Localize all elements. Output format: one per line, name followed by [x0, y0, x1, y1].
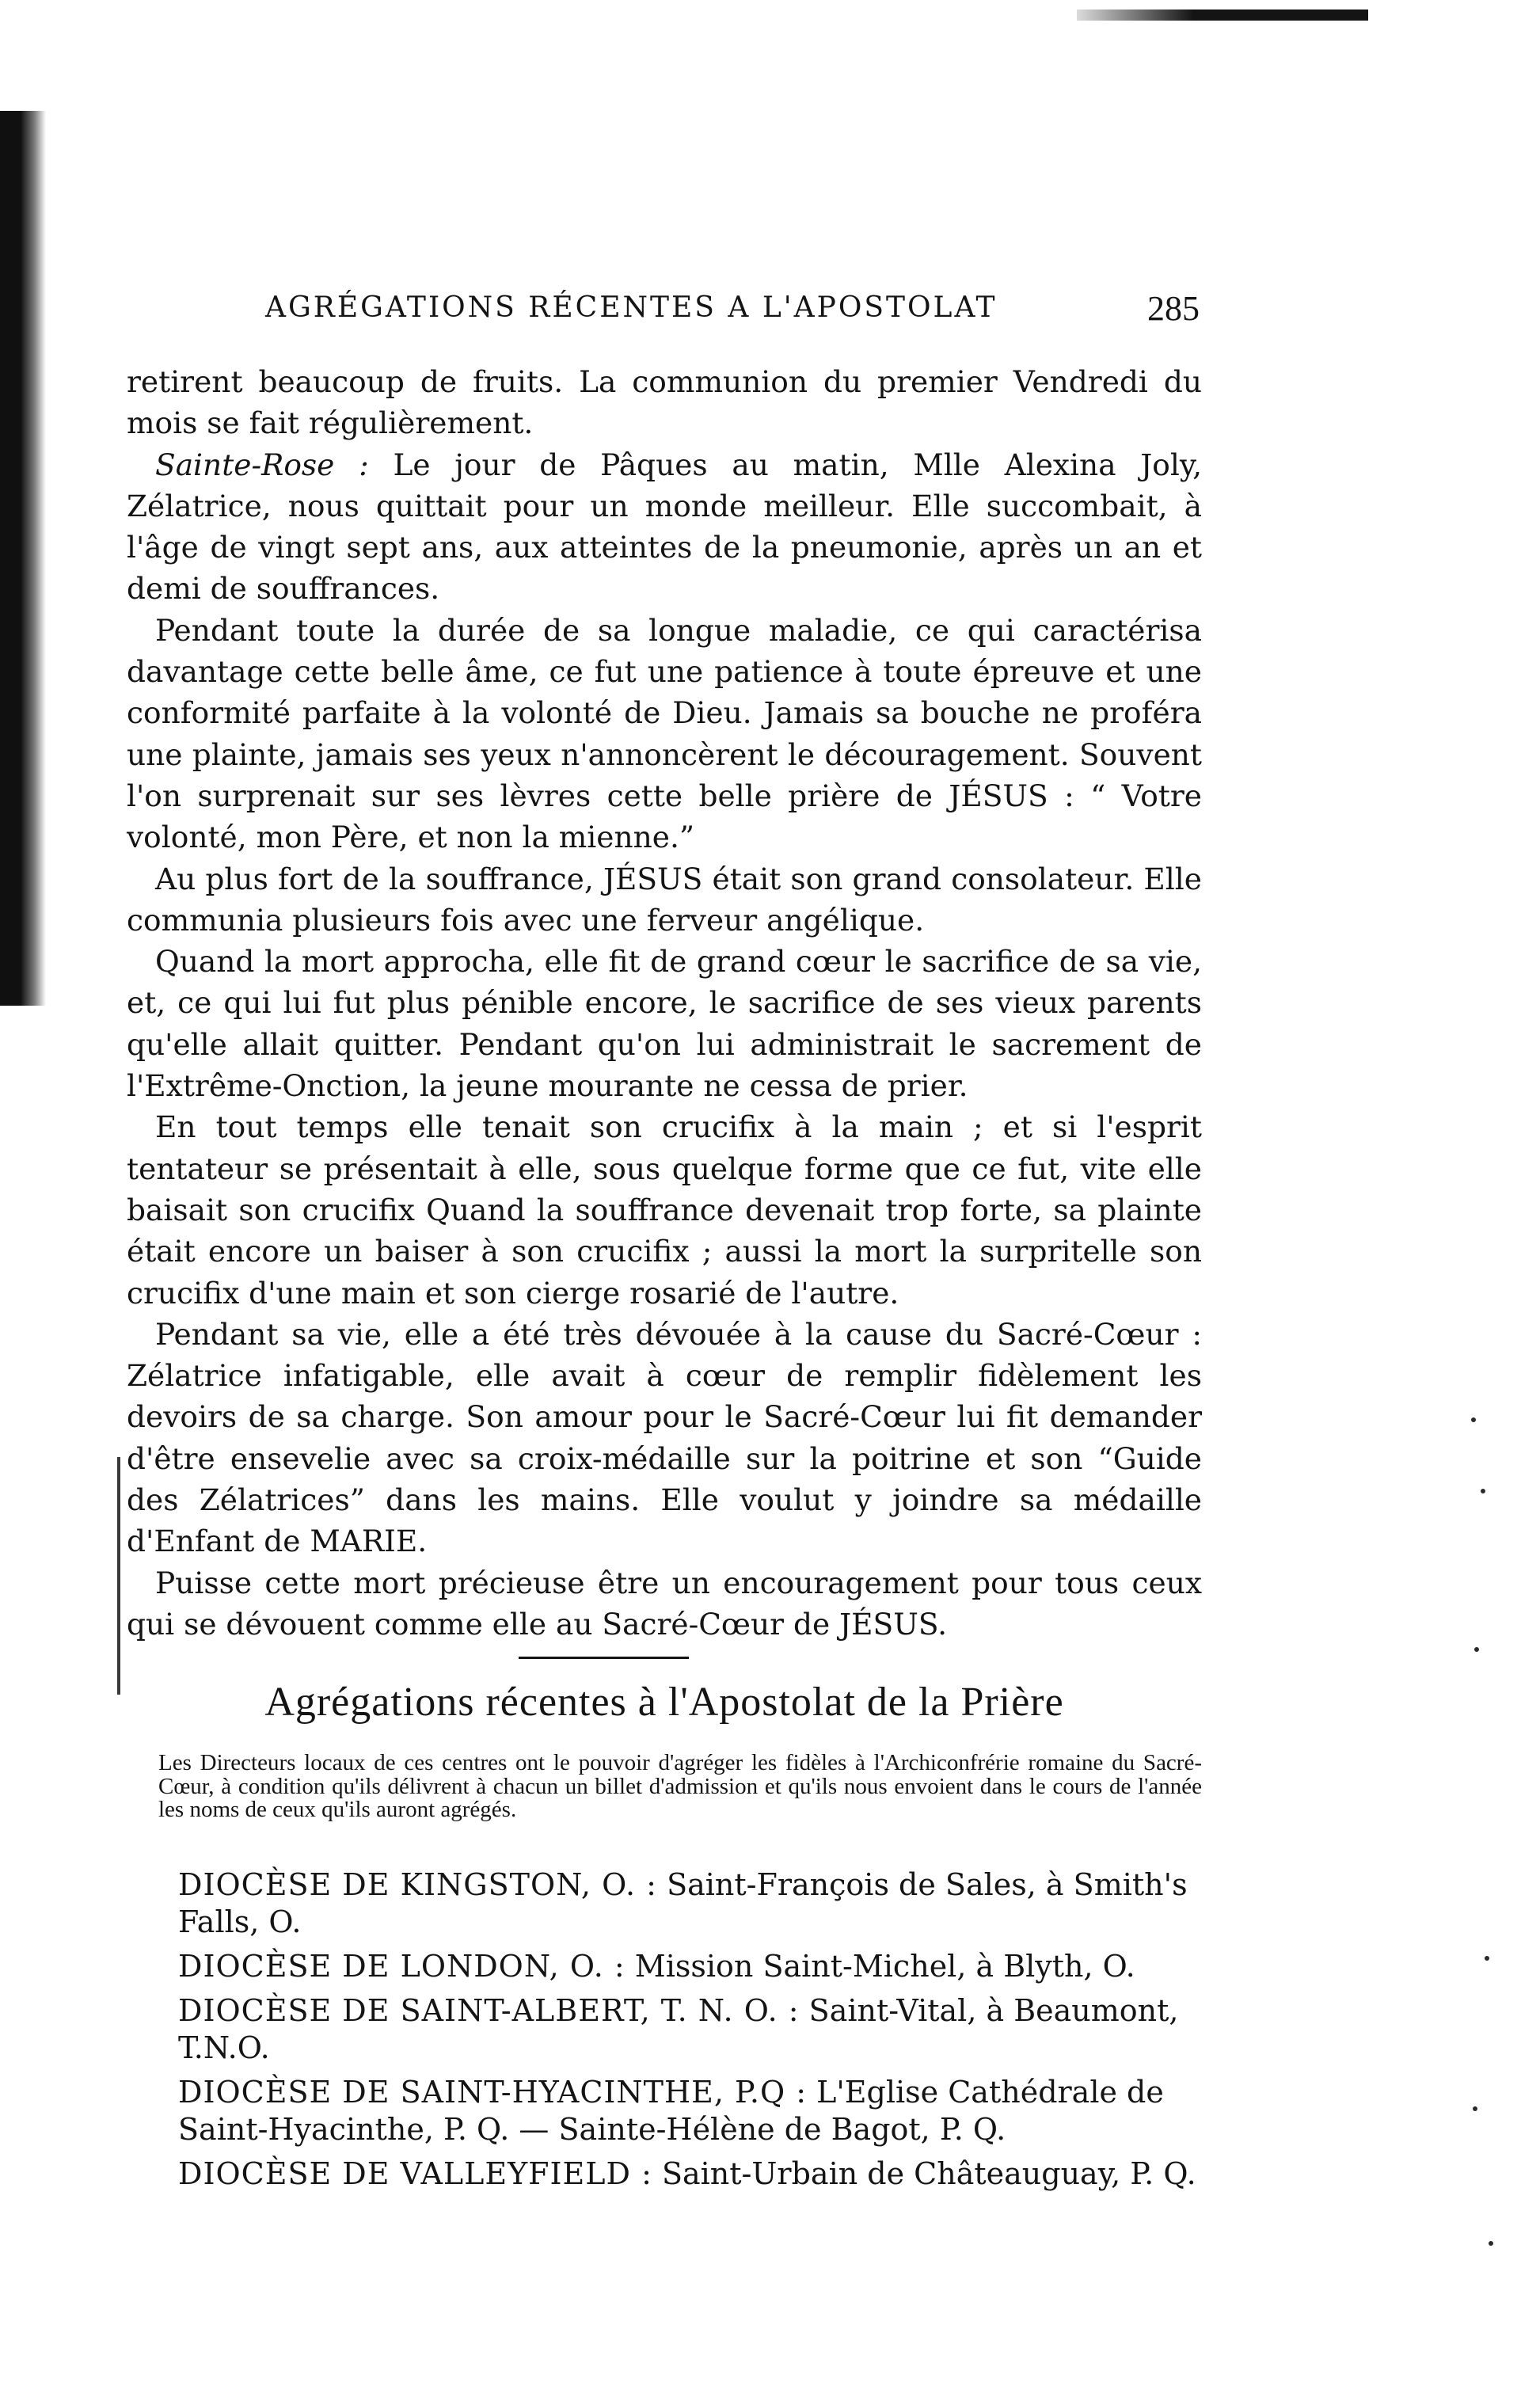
scan-speck — [1485, 1956, 1489, 1961]
scan-speck — [1471, 1417, 1476, 1422]
page-header — [265, 291, 1200, 339]
scan-speck — [1473, 2106, 1477, 2111]
diocese-name: DIOCÈSE DE KINGSTON, O. : — [178, 1867, 657, 1902]
diocese-list — [178, 1866, 1202, 2200]
article-paragraph: Pendant sa vie, elle a été très dévouée à la cause du Sacré-Cœur : Zélatrice infatigable, elle avait à cœur de remplir fidèlement les devoirs de sa charge. Son amour pour le Sacré-Cœur lui fit demander d'être ensevelie avec sa croix-médaille sur la poitrine et son “Guide des Zélatrices” dans les mains. Elle voulut y joindre sa médaille d'Enfant de MARIE. — [127, 1316, 1202, 1559]
scan-speck — [1474, 1647, 1479, 1652]
scan-speck — [1489, 2241, 1493, 2246]
article-paragraph: retirent beaucoup de fruits. La communion du premier Vendredi du mois se fait régulièrement. — [127, 364, 1202, 441]
diocese-entry — [178, 1866, 1202, 1941]
place-name: Sainte-Rose : — [155, 447, 369, 482]
article-paragraph: Au plus fort de la souffrance, JÉSUS était son grand consolateur. Elle communia plusieurs fois avec une ferveur angélique. — [127, 861, 1202, 938]
article-paragraph: Sainte-Rose : Le jour de Pâques au matin, Mlle Alexina Joly, Zélatrice, nous quittait pour un monde meilleur. Elle succombait, à l'âge de vingt sept ans, aux atteintes de la pneumonie, après un an et demi de souffrances. — [127, 447, 1202, 607]
diocese-places: Saint-Vital, à Beaumont, T.N.O. — [178, 1993, 1179, 2065]
diocese-places: Saint-François de Sales, à Smith's Falls, O. — [178, 1867, 1188, 1939]
running-head: AGRÉGATIONS RÉCENTES A L'APOSTOLAT — [265, 291, 998, 324]
diocese-places: Mission Saint-Michel, à Blyth, O. — [625, 1949, 1135, 1984]
diocese-places: Saint-Urbain de Châteauguay, P. Q. — [652, 2156, 1196, 2191]
diocese-entry — [178, 1948, 1202, 1985]
section-intro-note: Les Directeurs locaux de ces centres ont le pouvoir d'agréger les fidèles à l'Archiconfrérie romaine du Sacré-Cœur, à condition qu'ils délivrent à chacun un billet d'admission et qu'ils nous envoient dans le cours de l'année les noms de ceux qu'ils auront agrégés. — [158, 1750, 1202, 1822]
page-number: 285 — [1147, 289, 1200, 328]
diocese-entry — [178, 2155, 1202, 2193]
diocese-name: DIOCÈSE DE VALLEYFIELD : — [178, 2156, 652, 2191]
diocese-name: DIOCÈSE DE SAINT-HYACINTHE, P.Q : — [178, 2075, 808, 2110]
diocese-entry — [178, 2074, 1202, 2148]
section-divider — [519, 1657, 689, 1659]
scan-margin-shadow — [0, 111, 46, 1006]
diocese-places: L'Eglise Cathédrale de Saint-Hyacinthe, P. Q. — Sainte-Hélène de Bagot, P. Q. — [178, 2075, 1164, 2147]
top-edge-rule — [1077, 10, 1368, 21]
article-paragraph: Puisse cette mort précieuse être un encouragement pour tous ceux qui se dévouent comme elle au Sacré-Cœur de JÉSUS. — [127, 1565, 1202, 1642]
scan-speck — [1481, 1489, 1485, 1493]
diocese-name: DIOCÈSE DE SAINT-ALBERT, T. N. O. : — [178, 1993, 800, 2028]
article-paragraph: Quand la mort approcha, elle fit de grand cœur le sacrifice de sa vie, et, ce qui lui fut plus pénible encore, le sacrifice de ses vieux parents qu'elle allait quitter. Pendant qu'on lui administrait le sacrement de l'Extrême-Onction, la jeune mourante ne cessa de prier. — [127, 944, 1202, 1104]
article-paragraph: Pendant toute la durée de sa longue maladie, ce qui caractérisa davantage cette belle âme, ce fut une patience à toute épreuve et une conformité parfaite à la volonté de Dieu. Jamais sa bouche ne proféra une plainte, jamais ses yeux n'annoncèrent le découragement. Souvent l'on surprenait sur ses lèvres cette belle prière de JÉSUS : “ Votre volonté, mon Père, et non la mienne.” — [127, 612, 1202, 855]
scan-margin-line — [117, 1457, 120, 1695]
article-body — [127, 361, 1202, 1645]
diocese-name: DIOCÈSE DE LONDON, O. : — [178, 1949, 626, 1984]
diocese-entry — [178, 1992, 1202, 2067]
article-paragraph: En tout temps elle tenait son crucifix à la main ; et si l'esprit tentateur se présentait à elle, sous quelque forme que ce fut, vite elle baisait son crucifix Quand la souffrance devenait trop forte, sa plainte était encore un baiser à son crucifix ; aussi la mort la surpritelle son crucifix d'une main et son cierge rosarié de l'autre. — [127, 1109, 1202, 1311]
section-title: Agrégations récentes à l'Apostolat de la Prière — [264, 1680, 1064, 1725]
